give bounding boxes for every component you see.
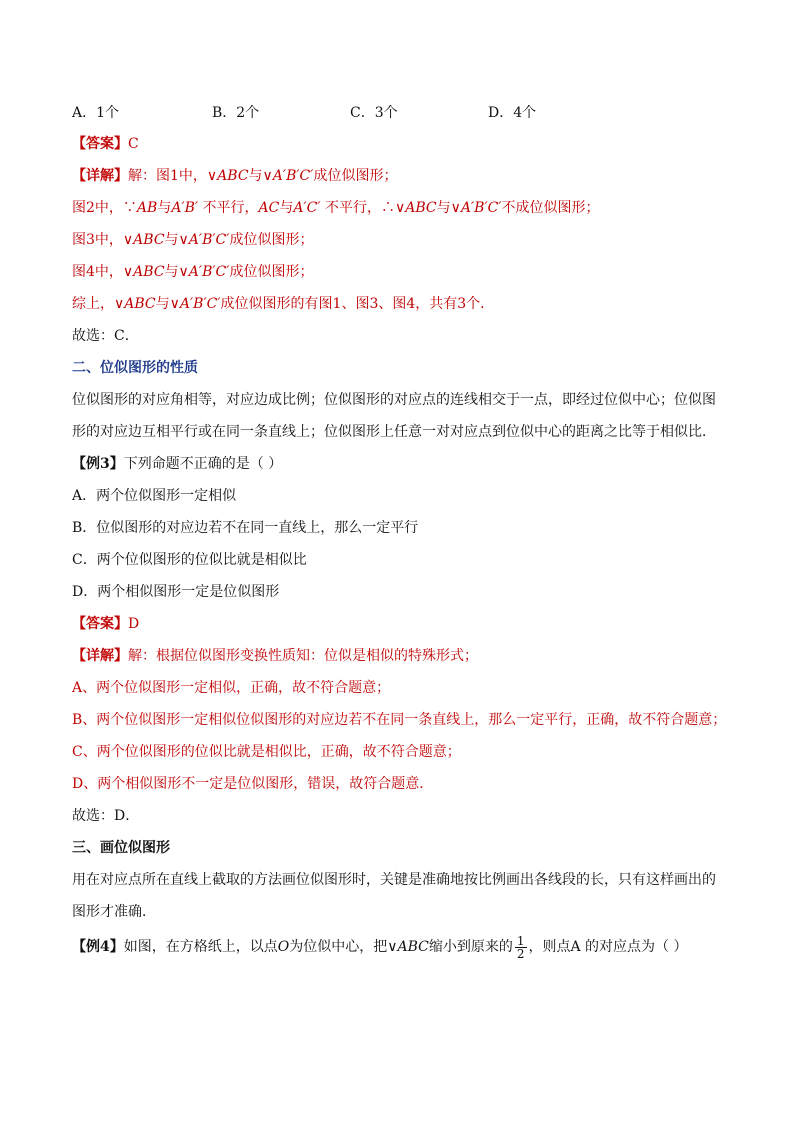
detail-q2-line2: 图2中，∵AB与A′B′ 不平行，AC与A′C′ 不平行，∴∨ABC与∨A′B′C′不成位似图形； [72, 200, 600, 216]
detail-example3-line4: C、两个位似图形的位似比就是相似比，正确，故不符合题意； [72, 744, 461, 760]
detail-example3-line1: 【详解】解：根据位似图形变换性质知：位似是相似的特殊形式； [72, 648, 478, 664]
detail-q2-line1: 【详解】解：图1中，∨ABC与∨A′B′C′成位似图形； [72, 168, 398, 184]
section-title-2: 二、位似图形的性质 [72, 360, 198, 376]
section-title-3: 三、画位似图形 [72, 840, 170, 856]
section3-paragraph-line1: 用在对应点所在直线上截取的方法画位似图形时，关键是准确地按比例画出各线段的长，只有这样画出的 [72, 872, 716, 888]
example3-label: 【例3】 [72, 456, 124, 472]
answer-label: 【答案】 [72, 136, 128, 152]
section3-paragraph-line2: 图形才准确． [72, 904, 156, 920]
section2-paragraph-line1: 位似图形的对应角相等，对应边成比例；位似图形的对应点的连线相交于一点，即经过位似中心；位似图 [72, 392, 716, 408]
section2-paragraph-line2: 形的对应边互相平行或在同一条直线上；位似图形上任意一对对应点到位似中心的距离之比等于相似比． [72, 424, 716, 440]
detail-example3-line3: B、两个位似图形一定相似位似图形的对应边若不在同一条直线上，那么一定平行，正确，故不符合题意； [72, 712, 727, 728]
detail-example3-line5: D、两个相似图形不一定是位似图形，错误，故符合题意． [72, 776, 434, 792]
answer-q2 [72, 134, 139, 154]
example3-question: 【例3】下列命题不正确的是（ ） [72, 456, 283, 472]
example3-option-c: C．两个位似图形的位似比就是相似比 [72, 552, 307, 568]
choose-q2: 故选：C． [72, 328, 139, 344]
choose-example3: 故选：D． [72, 808, 140, 824]
example4-label: 【例4】 [72, 939, 124, 955]
example4-question: 【例4】如图，在方格纸上，以点O为位似中心，把∨ABC缩小到原来的 $\frac{1}{2}$ ，则点A 的对应点为（ ） [72, 933, 688, 961]
detail-label: 【详解】 [72, 168, 128, 184]
detail-q2-line3: 图3中，∨ABC与∨A′B′C′成位似图形； [72, 232, 314, 248]
fraction-one-half: $\frac{1}{2}$ [516, 933, 525, 961]
detail-example3-line2: A、两个位似图形一定相似，正确，故不符合题意； [72, 680, 391, 696]
option-a: A．1个 [72, 105, 120, 121]
detail-q2-line5: 综上，∨ABC与∨A′B′C′成位似图形的有图1、图3、图4，共有3个． [72, 296, 495, 312]
answer-example3: 【答案】D [72, 616, 140, 632]
option-d: D．4个 [488, 105, 537, 121]
example3-option-a: A．两个位似图形一定相似 [72, 488, 237, 504]
detail-q2-line4: 图4中，∨ABC与∨A′B′C′成位似图形； [72, 264, 314, 280]
option-b: B．2个 [212, 105, 260, 121]
answer-value: C [128, 136, 139, 152]
option-c: C．3个 [350, 105, 398, 121]
example3-option-d: D．两个相似图形一定是位似图形 [72, 584, 280, 600]
example3-option-b: B．位似图形的对应边若不在同一直线上，那么一定平行 [72, 520, 419, 536]
